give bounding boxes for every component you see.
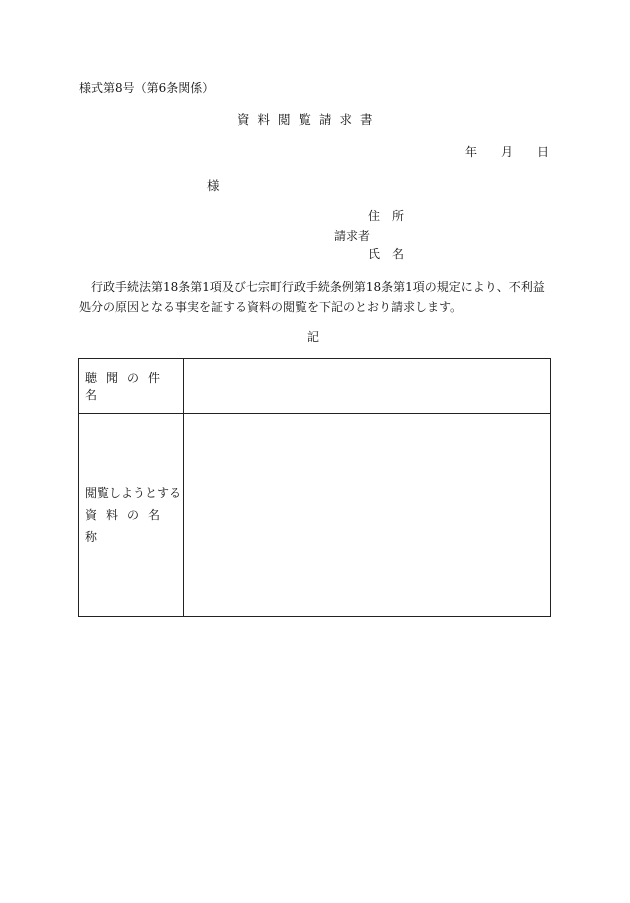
ki-heading: 記: [307, 330, 320, 344]
document-name-field[interactable]: [184, 414, 550, 616]
hearing-subject-field[interactable]: [184, 359, 550, 413]
addressee-suffix: 様: [207, 178, 220, 193]
form-number: 様式第8号（第6条関係）: [79, 81, 215, 95]
document-name-label-cell: [79, 414, 184, 616]
hearing-subject-label: 聴聞の件名: [85, 371, 170, 402]
date-line: [465, 146, 549, 158]
date-year: 年: [465, 145, 478, 159]
requester-label: 請求者: [334, 229, 371, 243]
date-day: 日: [537, 145, 550, 159]
date-month: 月: [501, 145, 514, 159]
document-title: 資料閲覧請求書: [237, 112, 381, 127]
request-details-table: [78, 358, 551, 617]
name-label: 氏名: [368, 247, 417, 261]
document-name-label-line2: 資料の名称: [85, 508, 170, 544]
address-label: 住所: [368, 209, 417, 223]
request-body-text: 行政手続法第18条第1項及び七宗町行政手続条例第18条第1項の規定により、不利益処分の原因となる事実を証する資料の閲覧を下記のとおり請求します。: [79, 280, 545, 314]
hearing-subject-row: [79, 359, 550, 414]
document-name-row: [79, 414, 550, 616]
document-name-label-line1: 閲覧しようとする: [85, 486, 182, 500]
hearing-subject-label-cell: [79, 359, 184, 413]
